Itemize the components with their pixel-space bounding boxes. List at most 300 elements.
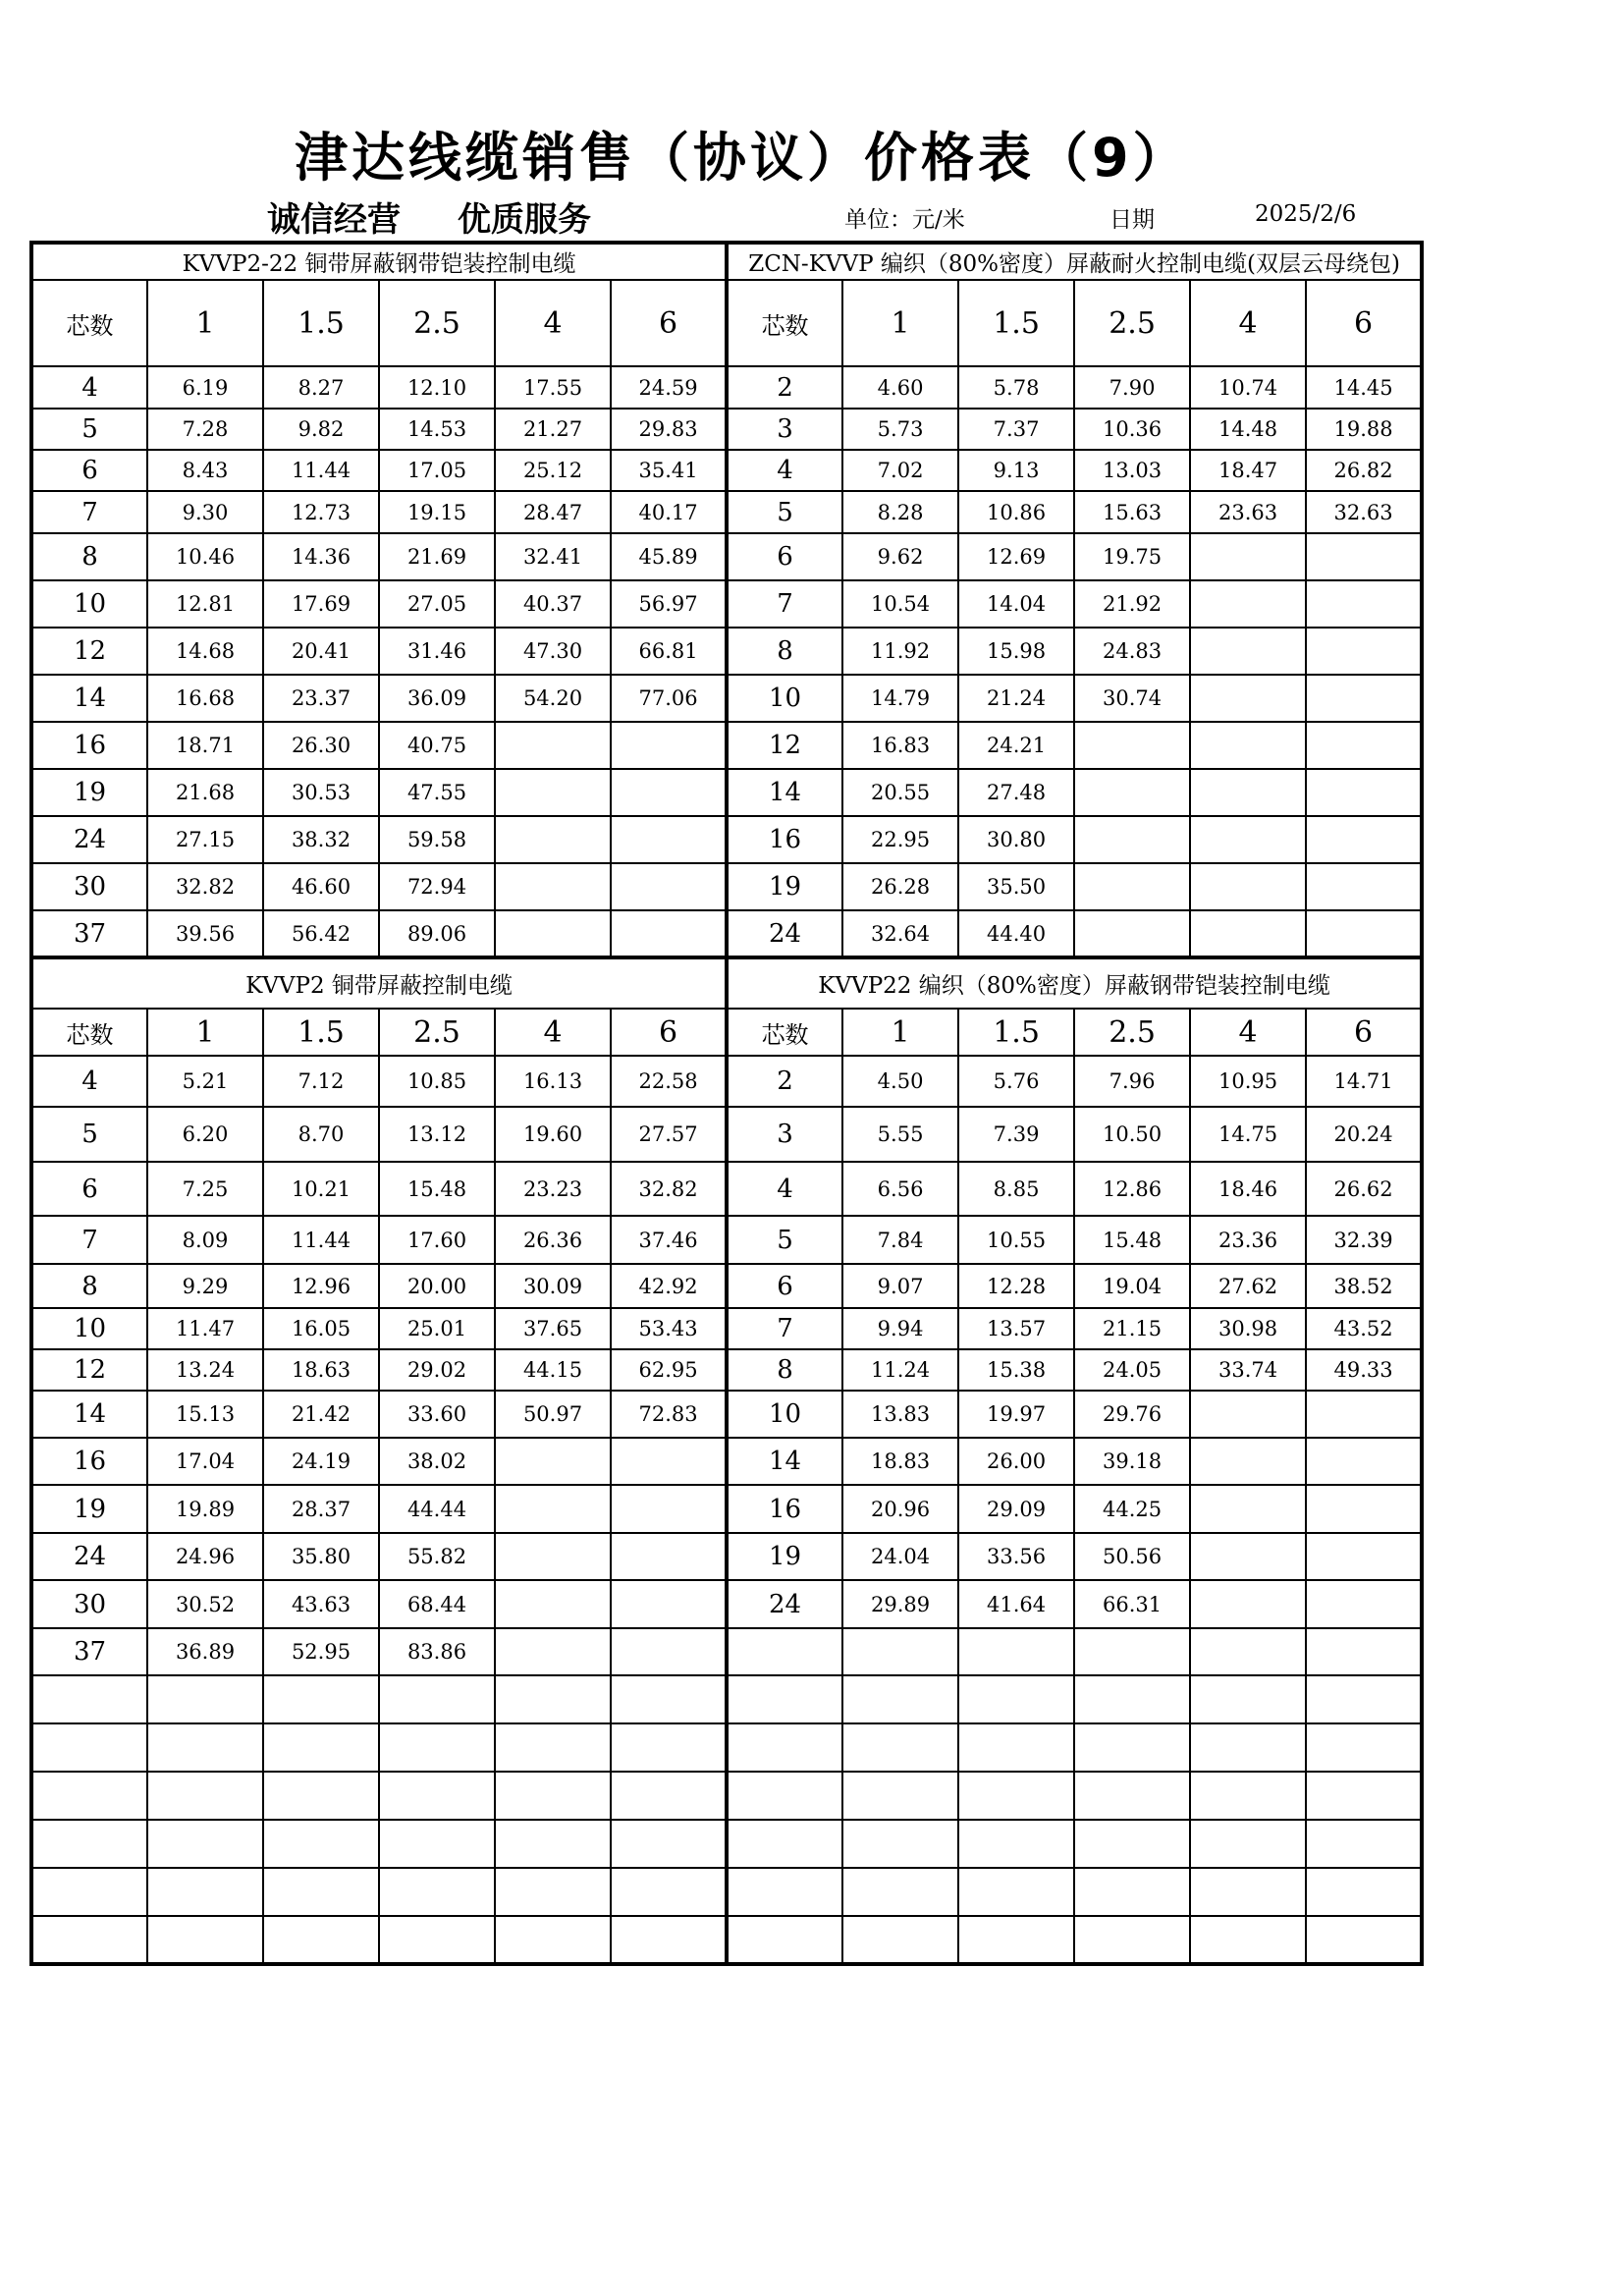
- price-cell: 19.15: [379, 491, 495, 533]
- price-cell: 8.28: [842, 491, 958, 533]
- core-count: 6: [727, 1264, 842, 1308]
- empty-cell: [842, 1772, 958, 1820]
- table-row: [31, 1628, 1422, 1675]
- price-cell: 13.57: [958, 1308, 1074, 1349]
- price-cell: 27.05: [379, 580, 495, 628]
- price-cell: [1074, 1628, 1190, 1675]
- price-cell: [1074, 816, 1190, 863]
- price-cell: 10.85: [379, 1056, 495, 1107]
- price-cell: 7.96: [1074, 1056, 1190, 1107]
- size-header: 4: [1190, 1009, 1306, 1056]
- price-cell: 14.04: [958, 580, 1074, 628]
- price-cell: [495, 910, 611, 957]
- price-cell: 5.78: [958, 366, 1074, 409]
- empty-cell: [1074, 1916, 1190, 1964]
- core-count: 7: [31, 491, 147, 533]
- table-row: [31, 409, 1422, 450]
- price-cell: 36.89: [147, 1628, 263, 1675]
- table-row: [31, 450, 1422, 491]
- empty-cell: [495, 1675, 611, 1723]
- price-cell: 41.64: [958, 1580, 1074, 1628]
- empty-cell: [958, 1820, 1074, 1868]
- empty-cell: [1190, 1723, 1306, 1772]
- price-cell: 25.12: [495, 450, 611, 491]
- price-cell: 21.68: [147, 769, 263, 816]
- price-cell: [1306, 816, 1422, 863]
- price-cell: 35.41: [611, 450, 727, 491]
- price-cell: 19.04: [1074, 1264, 1190, 1308]
- core-count: 24: [727, 1580, 842, 1628]
- price-cell: 5.76: [958, 1056, 1074, 1107]
- price-cell: 26.28: [842, 863, 958, 910]
- price-cell: [495, 1533, 611, 1580]
- price-cell: 44.44: [379, 1485, 495, 1533]
- core-count: 37: [31, 1628, 147, 1675]
- empty-cell: [727, 1916, 842, 1964]
- core-count: 14: [31, 675, 147, 722]
- core-count: 2: [727, 366, 842, 409]
- price-cell: 8.70: [263, 1107, 379, 1162]
- empty-cell: [495, 1820, 611, 1868]
- empty-cell: [31, 1772, 147, 1820]
- price-cell: 21.69: [379, 533, 495, 580]
- core-count: 4: [31, 1056, 147, 1107]
- table-row: [31, 1533, 1422, 1580]
- size-header: 6: [1306, 1009, 1422, 1056]
- price-cell: 13.24: [147, 1349, 263, 1391]
- price-cell: [495, 769, 611, 816]
- core-count: 10: [31, 1308, 147, 1349]
- empty-cell: [1074, 1820, 1190, 1868]
- price-cell: 27.57: [611, 1107, 727, 1162]
- price-cell: [1306, 1533, 1422, 1580]
- empty-cell: [1190, 1868, 1306, 1916]
- core-count: 5: [727, 491, 842, 533]
- core-count: 8: [31, 533, 147, 580]
- price-cell: 66.81: [611, 628, 727, 675]
- price-cell: 14.79: [842, 675, 958, 722]
- empty-cell: [379, 1723, 495, 1772]
- price-cell: 42.92: [611, 1264, 727, 1308]
- price-cell: 27.48: [958, 769, 1074, 816]
- core-count: 14: [31, 1391, 147, 1438]
- price-cell: 53.43: [611, 1308, 727, 1349]
- empty-cell: [263, 1820, 379, 1868]
- price-cell: 32.82: [147, 863, 263, 910]
- price-cell: [611, 1438, 727, 1485]
- table-row: [31, 1216, 1422, 1264]
- empty-cell: [1074, 1868, 1190, 1916]
- core-count: 24: [727, 910, 842, 957]
- empty-cell: [1190, 1675, 1306, 1723]
- price-cell: [495, 1438, 611, 1485]
- price-cell: [1306, 675, 1422, 722]
- price-cell: 21.15: [1074, 1308, 1190, 1349]
- price-cell: 18.47: [1190, 450, 1306, 491]
- core-count: 5: [31, 1107, 147, 1162]
- empty-row: [31, 1916, 1422, 1964]
- price-cell: 32.82: [611, 1162, 727, 1216]
- price-cell: 31.46: [379, 628, 495, 675]
- price-cell: 30.09: [495, 1264, 611, 1308]
- price-cell: 11.47: [147, 1308, 263, 1349]
- column-header-row: [31, 1009, 1422, 1056]
- price-cell: 17.55: [495, 366, 611, 409]
- size-header: 1.5: [958, 1009, 1074, 1056]
- price-cell: [1074, 863, 1190, 910]
- price-cell: [611, 816, 727, 863]
- price-cell: 8.27: [263, 366, 379, 409]
- price-cell: 9.13: [958, 450, 1074, 491]
- empty-cell: [495, 1723, 611, 1772]
- price-cell: 9.82: [263, 409, 379, 450]
- price-cell: [611, 910, 727, 957]
- empty-cell: [31, 1723, 147, 1772]
- core-count: 8: [727, 1349, 842, 1391]
- price-cell: 50.56: [1074, 1533, 1190, 1580]
- table-row: [31, 1056, 1422, 1107]
- price-cell: 12.28: [958, 1264, 1074, 1308]
- core-count: 6: [31, 1162, 147, 1216]
- price-cell: 16.05: [263, 1308, 379, 1349]
- price-cell: 10.36: [1074, 409, 1190, 450]
- size-header: 2.5: [379, 280, 495, 366]
- empty-row: [31, 1820, 1422, 1868]
- table-row: [31, 580, 1422, 628]
- price-cell: 8.85: [958, 1162, 1074, 1216]
- empty-cell: [842, 1820, 958, 1868]
- price-cell: 29.89: [842, 1580, 958, 1628]
- price-cell: 21.92: [1074, 580, 1190, 628]
- size-header: 1: [147, 280, 263, 366]
- slogan: [267, 192, 591, 241]
- price-cell: [1190, 1391, 1306, 1438]
- table-row: [31, 1107, 1422, 1162]
- size-header: 2.5: [379, 1009, 495, 1056]
- table-row: [31, 816, 1422, 863]
- size-header: 1: [842, 280, 958, 366]
- price-table: [29, 241, 1424, 1966]
- price-cell: 17.69: [263, 580, 379, 628]
- price-cell: [1190, 816, 1306, 863]
- price-cell: 29.09: [958, 1485, 1074, 1533]
- table-row: [31, 1580, 1422, 1628]
- price-cell: 33.56: [958, 1533, 1074, 1580]
- price-cell: 14.45: [1306, 366, 1422, 409]
- price-cell: 13.83: [842, 1391, 958, 1438]
- empty-cell: [263, 1772, 379, 1820]
- empty-cell: [958, 1916, 1074, 1964]
- price-cell: 28.47: [495, 491, 611, 533]
- price-cell: 10.74: [1190, 366, 1306, 409]
- price-cell: 12.73: [263, 491, 379, 533]
- price-cell: [1190, 628, 1306, 675]
- empty-cell: [263, 1675, 379, 1723]
- empty-cell: [1306, 1772, 1422, 1820]
- price-cell: 7.37: [958, 409, 1074, 450]
- core-count: 6: [727, 533, 842, 580]
- price-cell: 59.58: [379, 816, 495, 863]
- price-cell: 8.43: [147, 450, 263, 491]
- slogan-right: 优质服务: [458, 200, 591, 240]
- price-cell: 56.42: [263, 910, 379, 957]
- price-cell: 14.48: [1190, 409, 1306, 450]
- price-cell: 18.83: [842, 1438, 958, 1485]
- empty-cell: [147, 1820, 263, 1868]
- core-count: [727, 1628, 842, 1675]
- price-cell: 16.13: [495, 1056, 611, 1107]
- price-cell: 16.68: [147, 675, 263, 722]
- price-cell: 40.75: [379, 722, 495, 769]
- price-cell: 26.82: [1306, 450, 1422, 491]
- price-cell: 18.63: [263, 1349, 379, 1391]
- price-cell: 6.56: [842, 1162, 958, 1216]
- price-cell: 38.02: [379, 1438, 495, 1485]
- empty-cell: [379, 1868, 495, 1916]
- empty-cell: [1306, 1916, 1422, 1964]
- price-cell: 20.00: [379, 1264, 495, 1308]
- table-row: [31, 1308, 1422, 1349]
- empty-cell: [31, 1916, 147, 1964]
- empty-cell: [727, 1772, 842, 1820]
- core-count: 37: [31, 910, 147, 957]
- price-cell: 18.71: [147, 722, 263, 769]
- empty-cell: [147, 1772, 263, 1820]
- empty-cell: [495, 1916, 611, 1964]
- core-count: 19: [31, 1485, 147, 1533]
- price-cell: 55.82: [379, 1533, 495, 1580]
- section-title: KVVP22 编织（80%密度）屏蔽钢带铠装控制电缆: [727, 957, 1422, 1009]
- table-row: [31, 1391, 1422, 1438]
- page-title: 津达线缆销售（协议）价格表（9）: [295, 127, 1190, 189]
- price-cell: 72.83: [611, 1391, 727, 1438]
- price-cell: [958, 1628, 1074, 1675]
- price-cell: 32.39: [1306, 1216, 1422, 1264]
- price-cell: 17.60: [379, 1216, 495, 1264]
- price-cell: 30.74: [1074, 675, 1190, 722]
- price-cell: [495, 1485, 611, 1533]
- price-cell: 10.55: [958, 1216, 1074, 1264]
- price-cell: 9.29: [147, 1264, 263, 1308]
- price-cell: 15.63: [1074, 491, 1190, 533]
- cores-header: 芯数: [727, 280, 842, 366]
- empty-cell: [1190, 1916, 1306, 1964]
- size-header: 1: [147, 1009, 263, 1056]
- price-cell: 23.36: [1190, 1216, 1306, 1264]
- price-cell: 7.02: [842, 450, 958, 491]
- empty-cell: [842, 1723, 958, 1772]
- price-cell: 30.52: [147, 1580, 263, 1628]
- empty-cell: [263, 1916, 379, 1964]
- empty-cell: [495, 1772, 611, 1820]
- core-count: 2: [727, 1056, 842, 1107]
- price-cell: 11.44: [263, 450, 379, 491]
- price-cell: 19.60: [495, 1107, 611, 1162]
- price-cell: [1190, 1580, 1306, 1628]
- price-cell: 10.95: [1190, 1056, 1306, 1107]
- price-cell: [1306, 769, 1422, 816]
- table-row: [31, 769, 1422, 816]
- section-title: KVVP2-22 铜带屏蔽钢带铠装控制电缆: [31, 243, 727, 280]
- price-cell: [1306, 863, 1422, 910]
- price-cell: 9.94: [842, 1308, 958, 1349]
- empty-cell: [958, 1675, 1074, 1723]
- empty-cell: [263, 1723, 379, 1772]
- price-cell: 22.95: [842, 816, 958, 863]
- price-cell: [1306, 628, 1422, 675]
- size-header: 1.5: [958, 280, 1074, 366]
- column-header-row: [31, 280, 1422, 366]
- price-cell: 27.15: [147, 816, 263, 863]
- price-cell: 23.63: [1190, 491, 1306, 533]
- price-cell: 7.84: [842, 1216, 958, 1264]
- table-row: [31, 1162, 1422, 1216]
- price-cell: 14.68: [147, 628, 263, 675]
- price-cell: 6.19: [147, 366, 263, 409]
- core-count: 10: [727, 1391, 842, 1438]
- core-count: 30: [31, 863, 147, 910]
- price-cell: [1190, 1628, 1306, 1675]
- empty-cell: [611, 1868, 727, 1916]
- cores-header: 芯数: [31, 1009, 147, 1056]
- price-cell: 77.06: [611, 675, 727, 722]
- price-cell: [1190, 910, 1306, 957]
- empty-cell: [1306, 1723, 1422, 1772]
- empty-cell: [379, 1820, 495, 1868]
- core-count: 16: [31, 722, 147, 769]
- cores-header: 芯数: [727, 1009, 842, 1056]
- price-cell: 30.98: [1190, 1308, 1306, 1349]
- table-row: [31, 1438, 1422, 1485]
- price-cell: 29.83: [611, 409, 727, 450]
- cores-header: 芯数: [31, 280, 147, 366]
- size-header: 4: [495, 280, 611, 366]
- empty-cell: [1190, 1772, 1306, 1820]
- price-cell: [1074, 722, 1190, 769]
- price-cell: 39.56: [147, 910, 263, 957]
- price-cell: [611, 769, 727, 816]
- table-row: [31, 491, 1422, 533]
- table-row: [31, 1264, 1422, 1308]
- price-cell: 26.62: [1306, 1162, 1422, 1216]
- price-cell: 7.25: [147, 1162, 263, 1216]
- slogan-left: 诚信经营: [267, 200, 401, 240]
- price-cell: [611, 1580, 727, 1628]
- price-cell: [1306, 722, 1422, 769]
- price-cell: [495, 816, 611, 863]
- price-cell: 83.86: [379, 1628, 495, 1675]
- size-header: 1.5: [263, 280, 379, 366]
- empty-cell: [379, 1916, 495, 1964]
- date-value: 2025/2/6: [1255, 201, 1357, 227]
- empty-cell: [958, 1723, 1074, 1772]
- price-cell: [1190, 863, 1306, 910]
- price-cell: [1190, 769, 1306, 816]
- core-count: 16: [31, 1438, 147, 1485]
- price-cell: 24.21: [958, 722, 1074, 769]
- core-count: 16: [727, 1485, 842, 1533]
- price-cell: [1306, 910, 1422, 957]
- price-cell: 24.05: [1074, 1349, 1190, 1391]
- empty-cell: [842, 1868, 958, 1916]
- price-cell: 28.37: [263, 1485, 379, 1533]
- empty-row: [31, 1868, 1422, 1916]
- empty-cell: [611, 1675, 727, 1723]
- core-count: 6: [31, 450, 147, 491]
- size-header: 2.5: [1074, 1009, 1190, 1056]
- core-count: 3: [727, 1107, 842, 1162]
- price-cell: 43.63: [263, 1580, 379, 1628]
- price-cell: 10.21: [263, 1162, 379, 1216]
- price-cell: 36.09: [379, 675, 495, 722]
- price-cell: 32.41: [495, 533, 611, 580]
- price-cell: [495, 1628, 611, 1675]
- price-cell: 49.33: [1306, 1349, 1422, 1391]
- price-cell: 5.21: [147, 1056, 263, 1107]
- price-cell: 5.73: [842, 409, 958, 450]
- price-cell: 4.60: [842, 366, 958, 409]
- price-cell: 16.83: [842, 722, 958, 769]
- table-row: [31, 1349, 1422, 1391]
- price-cell: 10.46: [147, 533, 263, 580]
- price-cell: 32.63: [1306, 491, 1422, 533]
- price-cell: 68.44: [379, 1580, 495, 1628]
- core-count: 12: [727, 722, 842, 769]
- price-cell: [1074, 769, 1190, 816]
- empty-cell: [31, 1868, 147, 1916]
- core-count: 7: [727, 1308, 842, 1349]
- price-cell: 18.46: [1190, 1162, 1306, 1216]
- empty-cell: [611, 1916, 727, 1964]
- price-cell: 29.76: [1074, 1391, 1190, 1438]
- price-cell: 52.95: [263, 1628, 379, 1675]
- empty-row: [31, 1723, 1422, 1772]
- price-cell: 33.60: [379, 1391, 495, 1438]
- core-count: 12: [31, 628, 147, 675]
- core-count: 14: [727, 769, 842, 816]
- size-header: 1.5: [263, 1009, 379, 1056]
- core-count: 19: [31, 769, 147, 816]
- price-cell: 26.30: [263, 722, 379, 769]
- price-cell: 9.30: [147, 491, 263, 533]
- empty-cell: [958, 1868, 1074, 1916]
- empty-cell: [147, 1675, 263, 1723]
- price-cell: 9.07: [842, 1264, 958, 1308]
- price-cell: 12.86: [1074, 1162, 1190, 1216]
- price-cell: 14.75: [1190, 1107, 1306, 1162]
- price-cell: 35.50: [958, 863, 1074, 910]
- price-cell: [1190, 722, 1306, 769]
- price-cell: 5.55: [842, 1107, 958, 1162]
- table-row: [31, 1485, 1422, 1533]
- empty-cell: [611, 1772, 727, 1820]
- price-cell: 89.06: [379, 910, 495, 957]
- core-count: 5: [31, 409, 147, 450]
- price-cell: 9.62: [842, 533, 958, 580]
- price-cell: 20.41: [263, 628, 379, 675]
- empty-cell: [1074, 1723, 1190, 1772]
- price-cell: [611, 1533, 727, 1580]
- empty-cell: [1306, 1675, 1422, 1723]
- date-label: 日期: [1109, 207, 1155, 233]
- price-cell: 15.48: [1074, 1216, 1190, 1264]
- unit-label: 单位：元/米: [844, 207, 965, 233]
- price-cell: 10.50: [1074, 1107, 1190, 1162]
- size-header: 4: [495, 1009, 611, 1056]
- price-cell: 27.62: [1190, 1264, 1306, 1308]
- price-cell: 7.39: [958, 1107, 1074, 1162]
- empty-cell: [958, 1772, 1074, 1820]
